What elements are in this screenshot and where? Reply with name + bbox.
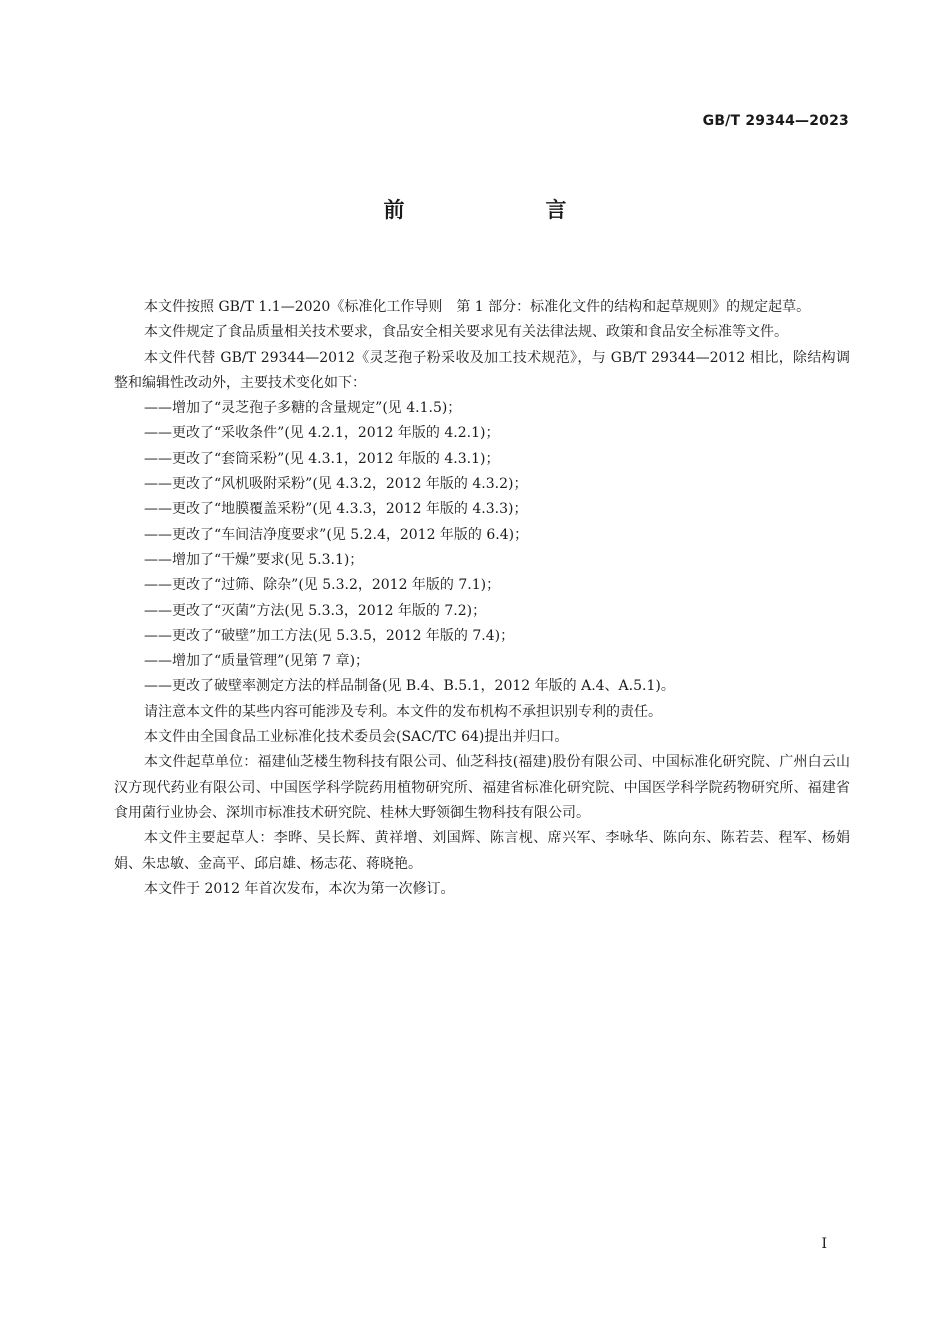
- page-title: 前 言: [383, 198, 627, 222]
- paragraph: 本文件于 2012 年首次发布，本次为第一次修订。: [144, 880, 455, 897]
- list-item: ——更改了破壁率测定方法的样品制备(见 B.4、B.5.1，2012 年版的 A.4、A.5.1)。: [144, 678, 675, 695]
- list-item: ——更改了“车间洁净度要求”(见 5.2.4，2012 年版的 6.4)；: [144, 526, 529, 543]
- list-item: ——更改了“套筒采粉”(见 4.3.1，2012 年版的 4.3.1)；: [144, 450, 500, 467]
- list-item: ——更改了“过筛、除杂”(见 5.3.2，2012 年版的 7.1)；: [144, 577, 501, 594]
- list-item: ——增加了“灵芝孢子多糖的含量规定”(见 4.1.5)；: [144, 400, 462, 417]
- paragraph: 本文件起草单位：福建仙芝楼生物科技有限公司、仙芝科技(福建)股份有限公司、中国标准化研究院、广州白云山汉方现代药业有限公司、中国医学科学院药用植物研究所、福建省标准化研究院、中国医学科学院药物研究所、福建省食用菌行业协会、深圳市标准技术研究院、桂林大野领御生物科技有限公司。: [114, 754, 850, 821]
- paragraph: 本文件规定了食品质量相关技术要求，食品安全相关要求见有关法律法规、政策和食品安全标准等文件。: [144, 324, 788, 341]
- paragraph: 本文件按照 GB/T 1.1—2020《标准化工作导则 第 1 部分：标准化文件的结构和起草规则》的规定起草。: [144, 299, 811, 315]
- list-item: ——更改了“灭菌”方法(见 5.3.3，2012 年版的 7.2)；: [144, 602, 487, 619]
- list-item: ——更改了“采收条件”(见 4.2.1，2012 年版的 4.2.1)；: [144, 425, 500, 442]
- document-body: [114, 295, 850, 902]
- paragraph: 本文件主要起草人：李晔、吴长辉、黄祥增、刘国辉、陈言枧、席兴军、李咏华、陈向东、陈若芸、程军、杨娟娟、朱忠敏、金高平、邱启雄、杨志花、蒋晓艳。: [114, 830, 850, 872]
- list-item: ——更改了“风机吸附采粉”(见 4.3.2，2012 年版的 4.3.2)；: [144, 476, 528, 493]
- list-item: ——增加了“质量管理”(见第 7 章)；: [144, 653, 370, 670]
- page-number: Ⅰ: [821, 1236, 827, 1252]
- list-item: ——更改了“破壁”加工方法(见 5.3.5，2012 年版的 7.4)；: [144, 627, 515, 644]
- paragraph: 请注意本文件的某些内容可能涉及专利。本文件的发布机构不承担识别专利的责任。: [144, 703, 662, 720]
- paragraph: 本文件代替 GB/T 29344—2012《灵芝孢子粉采收及加工技术规范》，与 GB/T 29344—2012 相比，除结构调整和编辑性改动外，主要技术变化如下：: [114, 349, 850, 391]
- paragraph: 本文件由全国食品工业标准化技术委员会(SAC/TC 64)提出并归口。: [144, 729, 569, 746]
- standard-number: GB/T 29344—2023: [702, 113, 849, 129]
- list-item: ——更改了“地膜覆盖采粉”(见 4.3.3，2012 年版的 4.3.3)；: [144, 501, 528, 518]
- change-list: [114, 396, 850, 700]
- list-item: ——增加了“干燥”要求(见 5.3.1)；: [144, 551, 364, 568]
